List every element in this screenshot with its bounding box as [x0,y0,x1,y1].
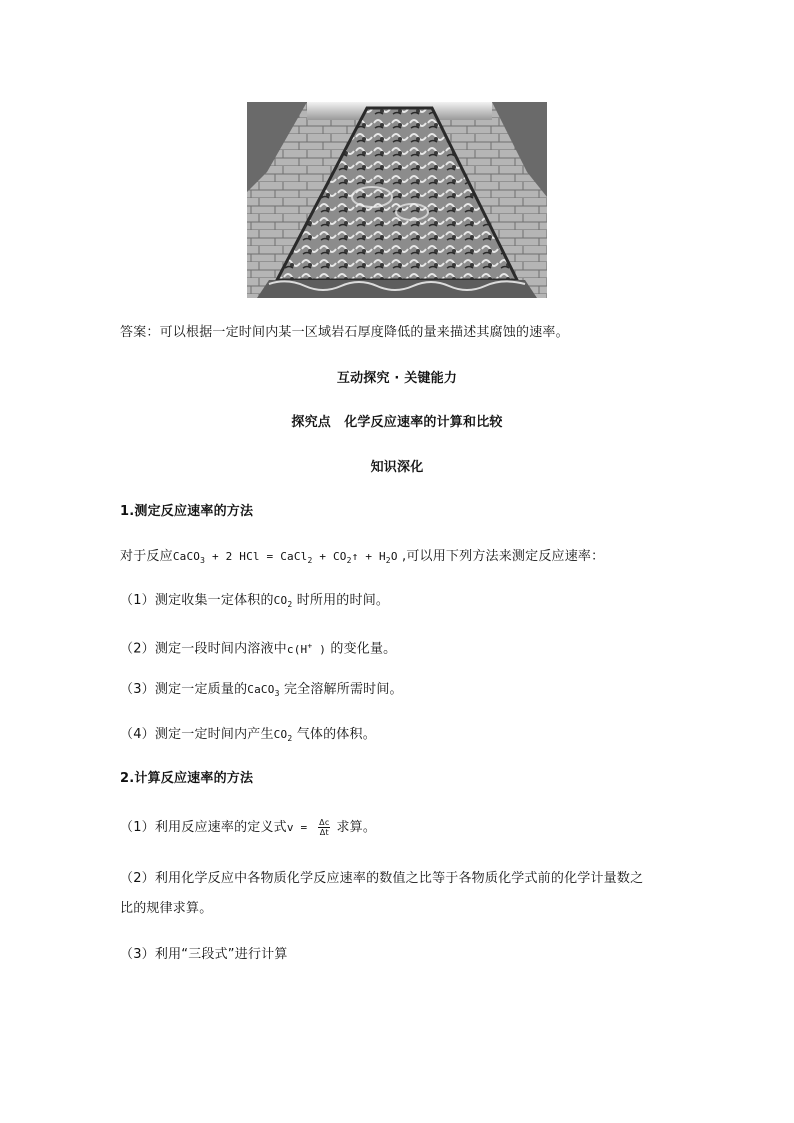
topic-title: 探究点 化学反应速率的计算和比较 [291,415,503,430]
reaction-equation-line [120,548,604,570]
method-1: （1）测定收集一定体积的$CO_2$ 时所用的时间。 [120,593,390,610]
stone-carving-photo [247,102,547,298]
formula-caco3: CaCO$_3$ + 2 HCl = CaCl$_2$ + $CO_2↑ + H_2O$ [172,550,398,566]
calc-method-1: （1）利用反应速率的定义式v = $\frac{\Delta c}{\Delta t}$ 求算。 [120,818,377,837]
heading-measure-methods: 1.测定反应速率的方法 [120,504,254,519]
method-4: （4）测定一定时间内产生$CO_2$ 气体的体积。 [120,727,376,744]
calc-method-3: （3）利用“三段式”进行计算 [120,947,288,962]
calc-method-2-line1: （2）利用化学反应中各物质化学反应速率的数值之比等于各物质化学式前的化学计量数之 [120,871,644,886]
subsection-title: 知识深化 [370,460,424,475]
heading-calc-methods: 2.计算反应速率的方法 [120,771,254,786]
method-3: （3）测定一定质量的CaCO$_3$ 完全溶解所需时间。 [120,682,403,699]
answer-text: 答案：可以根据一定时间内某一区域岩石厚度降低的量来描述其腐蚀的速率。 [120,325,569,340]
method-2: （2）测定一段时间内溶液中c(H+ ) 的变化量。 [120,641,397,657]
reaction-suffix: ,可以用下列方法来测定反应速率： [397,549,605,564]
calc-method-2-line2: 比的规律求算。 [120,901,213,916]
section-title: 互动探究 · 关键能力 [336,371,458,386]
reaction-prefix: 对于反应 [120,549,173,564]
rate-fraction: $\frac{\Delta c}{\Delta t}$ [319,818,330,837]
